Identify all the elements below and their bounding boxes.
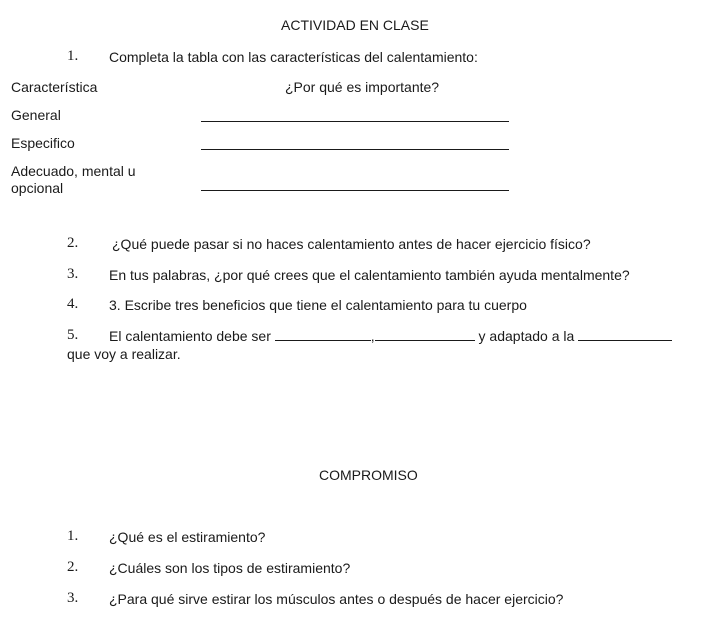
question-5-text-c: que voy a realizar. <box>67 346 181 362</box>
question-3-text: En tus palabras, ¿por qué crees que el calentamiento también ayuda mentalmente? <box>109 267 630 283</box>
page-title: ACTIVIDAD EN CLASE <box>281 17 429 33</box>
answer-line[interactable] <box>201 178 509 191</box>
question-2-number: 2. <box>67 235 79 251</box>
table-row-label: General <box>11 107 61 123</box>
table-row-label-line2: opcional <box>11 180 64 196</box>
compromiso-item-text: ¿Qué es el estiramiento? <box>109 529 266 545</box>
question-5-separator: , <box>370 328 375 344</box>
compromiso-item-number: 2. <box>67 559 79 575</box>
question-5-line <box>109 328 672 344</box>
answer-blank[interactable] <box>578 328 672 341</box>
compromiso-item-text: ¿Para qué sirve estirar los músculos antes o después de hacer ejercicio? <box>109 591 564 607</box>
question-5-text-b: y adaptado a la <box>478 328 575 344</box>
question-4-text: 3. Escribe tres beneficios que tiene el calentamiento para tu cuerpo <box>109 297 527 313</box>
table-row-label-line1: Adecuado, mental u <box>11 163 136 179</box>
compromiso-item-number: 3. <box>67 590 79 606</box>
answer-line[interactable] <box>201 137 509 150</box>
compromiso-item-text: ¿Cuáles son los tipos de estiramiento? <box>109 560 351 576</box>
question-1-number: 1. <box>67 48 79 64</box>
compromiso-item-number: 1. <box>67 528 79 544</box>
question-2-text: ¿Qué puede pasar si no haces calentamiento antes de hacer ejercicio físico? <box>112 236 591 252</box>
table-header-characteristic: Característica <box>11 79 98 95</box>
question-4-number: 4. <box>67 296 79 312</box>
answer-blank[interactable] <box>375 328 475 341</box>
question-5-text-a: El calentamiento debe ser <box>109 328 271 344</box>
compromiso-title: COMPROMISO <box>319 467 418 483</box>
table-header-importance: ¿Por qué es importante? <box>285 79 440 95</box>
answer-line[interactable] <box>201 109 509 122</box>
question-3-number: 3. <box>67 266 79 282</box>
answer-blank[interactable] <box>275 328 371 341</box>
question-1-text: Completa la tabla con las características del calentamiento: <box>109 49 478 65</box>
table-row-label: Especifico <box>11 135 75 151</box>
question-5-number: 5. <box>67 327 79 343</box>
